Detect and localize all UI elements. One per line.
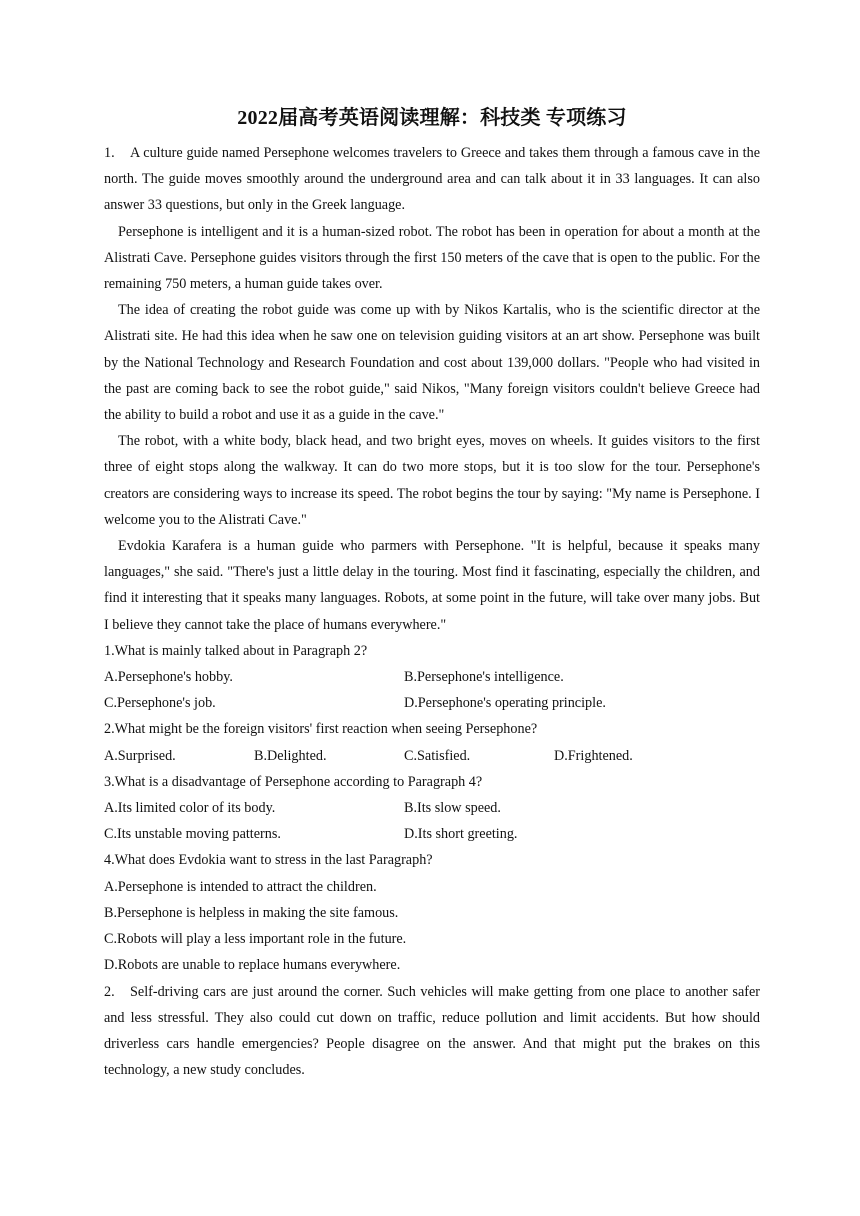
question-4-stem: 4.What does Evdokia want to stress in the last Paragraph? [104,852,433,869]
question-3-stem: 3.What is a disadvantage of Persephone according to Paragraph 4? [104,773,483,790]
passage-1-paragraph-3: The idea of creating the robot guide was come up with by Nikos Kartalis, who is the scientific director at the Alistrati site. He had this idea when he saw one on television guiding visitors at an art show. Persephone was built by the National Technology and Research Foundation and cost about 139,000 dollars. "People who had visited in the past are coming back to see the robot guide," said Nikos, "Many foreign visitors couldn't believe Greece had the ability to build a robot and use it as a guide in the cave." [104,302,760,424]
question-1-option-c: C.Persephone's job. [104,695,216,712]
question-1-options-row-2 [104,690,760,716]
question-2-option-a: A.Surprised. [104,747,176,764]
passage-1-paragraph-5: Evdokia Karafera is a human guide who parmers with Persephone. "It is helpful, because it speaks many languages," she said. "There's just a little delay in the touring. Most find it fascinating, especially the children, and find it interesting that it speaks many languages. Robots, at some point in the future, will take over many jobs. But I believe they cannot take the place of humans everywhere." [104,538,760,633]
question-2-option-d: D.Frightened. [554,747,633,764]
question-3-option-d: D.Its short greeting. [404,826,518,843]
passage-2-number: 2. [104,983,115,1000]
question-2-option-b: B.Delighted. [254,747,327,764]
question-4-option-c: C.Robots will play a less important role in the future. [104,931,407,948]
passage-1-paragraph-1: 1. A culture guide named Persephone welcomes travelers to Greece and takes them through a famous cave in the north. The guide moves smoothly around the underground area and can talk about it in 33 languages. It can also answer 33 questions, but only in the Greek language. [104,140,760,219]
document-title: 2022届高考英语阅读理解：科技类 专项练习 [237,107,627,129]
question-1-option-b: B.Persephone's intelligence. [404,669,564,686]
question-2-options [104,743,760,769]
question-2-option-c: C.Satisfied. [404,747,471,764]
question-1-option-d: D.Persephone's operating principle. [404,695,606,712]
question-3-options [104,795,760,821]
question-3-option-c: C.Its unstable moving patterns. [104,826,281,843]
question-1-stem: 1.What is mainly talked about in Paragraph 2? [104,642,368,659]
question-4-option-d: D.Robots are unable to replace humans everywhere. [104,957,401,974]
question-3-option-a: A.Its limited color of its body. [104,800,276,817]
passage-1-paragraph-2: Persephone is intelligent and it is a human-sized robot. The robot has been in operation for about a month at the Alistrati Cave. Persephone guides visitors through the first 150 meters of the cave that is open to the public. For the remaining 750 meters, a human guide takes over. [104,223,760,293]
question-4-option-a: A.Persephone is intended to attract the children. [104,878,377,895]
passage-2-paragraph-1: 2. Self-driving cars are just around the corner. Such vehicles will make getting from one place to another safer and less stressful. They also could cut down on traffic, reduce pollution and limit accidents. But how should driverless cars handle emergencies? People disagree on the answer. And that might put the brakes on this technology, a new study concludes. [104,979,760,1084]
question-3-option-b: B.Its slow speed. [404,800,501,817]
passage-1-number: 1. [104,145,115,161]
passage-1-paragraph-4: The robot, with a white body, black head, and two bright eyes, moves on wheels. It guides visitors to the first three of eight stops along the walkway. It can do two more stops, but it is too slow for the tour. Persephone's creators are considering ways to increase its speed. The robot begins the tour by saying: "My name is Persephone. I welcome you to the Alistrati Cave." [104,433,760,528]
question-4-option-b: B.Persephone is helpless in making the site famous. [104,904,399,921]
question-2-stem: 2.What might be the foreign visitors' first reaction when seeing Persephone? [104,721,538,738]
question-3-options-row-2 [104,821,760,847]
question-1-option-a: A.Persephone's hobby. [104,669,233,686]
question-1-options [104,664,760,690]
document-page [104,100,760,1083]
